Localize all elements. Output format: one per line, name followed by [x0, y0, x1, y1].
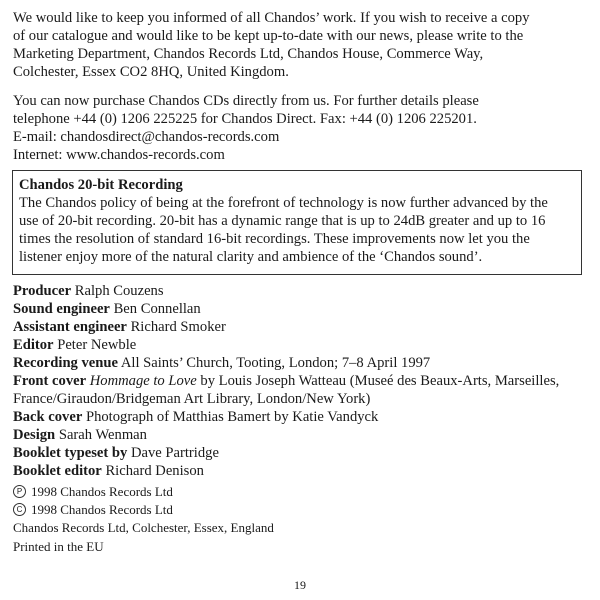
copyright-block: [13, 483, 593, 556]
newsletter-paragraph: [13, 9, 593, 81]
credit-editor: Editor Peter Newble: [13, 337, 137, 353]
copyright-line: C 1998 Chandos Records Ltd: [13, 501, 593, 519]
credit-booklet-editor: Booklet editor Richard Denison: [13, 463, 204, 479]
credit-producer: Producer Ralph Couzens: [13, 283, 164, 299]
text-line: listener enjoy more of the natural clarity and ambience of the ‘Chandos sound’.: [19, 249, 483, 265]
internet-line: Internet: www.chandos-records.com: [13, 147, 225, 163]
credit-sound-engineer: Sound engineer Ben Connellan: [13, 301, 201, 317]
credit-front-cover: Front cover Hommage to Love by Louis Joseph Watteau (Museé des Beaux-Arts, Marseilles,: [13, 373, 560, 389]
credit-recording-venue: Recording venue All Saints’ Church, Tooting, London; 7–8 April 1997: [13, 355, 431, 371]
credit-design: Design Sarah Wenman: [13, 427, 147, 443]
text-line: The Chandos policy of being at the forefront of technology is now further advanced by the: [19, 195, 548, 211]
credit-assistant-engineer: Assistant engineer Richard Smoker: [13, 319, 226, 335]
text-line: of our catalogue and would like to be kept up-to-date with our news, please write to the: [13, 28, 524, 44]
text-line: We would like to keep you informed of all Chandos’ work. If you wish to receive a copy: [13, 10, 530, 26]
credit-back-cover: Back cover Photograph of Matthias Bamert by Katie Vandyck: [13, 409, 379, 425]
phonogram-line: P 1998 Chandos Records Ltd: [13, 483, 593, 501]
box-title: Chandos 20-bit Recording: [19, 177, 183, 193]
text-line: times the resolution of standard 16-bit recordings. These improvements now let you the: [19, 231, 530, 247]
phonogram-icon: P: [13, 485, 26, 498]
text-line: telephone +44 (0) 1206 225225 for Chandos Direct. Fax: +44 (0) 1206 225201.: [13, 111, 477, 127]
text-line: use of 20-bit recording. 20-bit has a dynamic range that is up to 24dB greater and up to 16: [19, 213, 546, 229]
text-line: You can now purchase Chandos CDs directly from us. For further details please: [13, 93, 479, 109]
text-line: Colchester, Essex CO2 8HQ, United Kingdom.: [13, 64, 289, 80]
page-number: 19: [294, 578, 306, 592]
credit-booklet-typeset: Booklet typeset by Dave Partridge: [13, 445, 219, 461]
email-line: E-mail: chandosdirect@chandos-records.com: [13, 129, 280, 145]
artwork-title: Hommage to Love: [89, 373, 197, 389]
text-line: Marketing Department, Chandos Records Ltd, Chandos House, Commerce Way,: [13, 46, 484, 62]
credit-front-cover-continuation: France/Giraudon/Bridgeman Art Library, London/New York): [13, 391, 371, 407]
purchase-paragraph: [13, 92, 593, 164]
printed-in: Printed in the EU: [13, 538, 104, 554]
copyright-icon: C: [13, 503, 26, 516]
publisher-address: Chandos Records Ltd, Colchester, Essex, England: [13, 520, 274, 536]
credits-list: [13, 282, 593, 480]
recording-info-box: [12, 170, 582, 275]
